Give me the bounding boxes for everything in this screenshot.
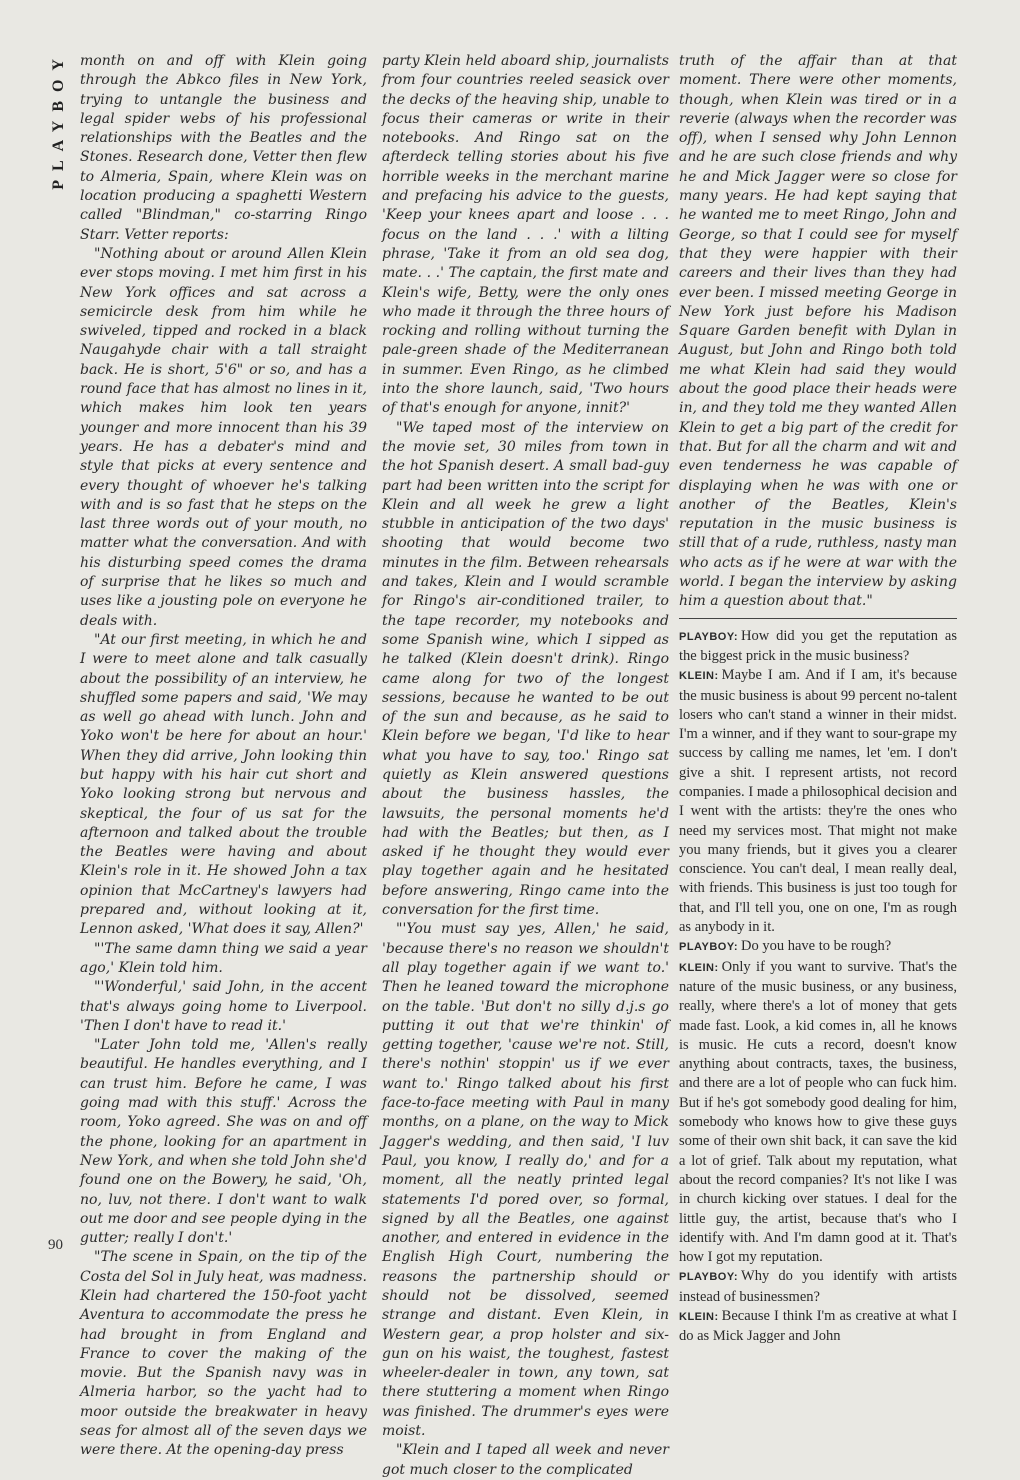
qa-text: Do you have to be rough? xyxy=(741,938,892,955)
paragraph: month on and off with Klein going through the Abkco files in New York, trying to untangle the business and legal spider webs of his professional relationships with the Beatles and the Stones. Research done, Vetter then flew to Almeria, Spain, where Klein was on location producing a spaghetti Western called "Blindman," co-starring Ringo Starr. Vetter reports: xyxy=(80,53,367,243)
speaker-label: KLEIN: xyxy=(679,961,719,974)
section-divider xyxy=(679,618,957,619)
paragraph: party Klein held aboard ship, journalists from four countries reeled seasick over the decks of the heaving ship, unable to focus their cameras or write in their notebooks. And Ringo sat on the afterdeck telling stories about his five horrible weeks in the merchant marine and prefacing his advice to the guests, 'Keep your knees apart and loose . . . focus on the land . . .' with a lilting phrase, 'Take it from an old sea dog, mate. . .' The captain, the first mate and Klein's wife, Betty, were the only ones who made it through the three hours of rocking and rolling without turning the pale-green shade of the Mediterranean in summer. Even Ringo, as he climbed into the shore launch, said, 'Two hours of that's enough for anyone, innit?' xyxy=(382,53,669,417)
paragraph: "'The same damn thing we said a year ago,' Klein told him. xyxy=(80,940,367,976)
paragraph: "At our first meeting, in which he and I were to meet alone and talk casually about the possibility of an interview, he shuffled some papers and said, 'We may as well go ahead with lunch. John and Yoko won't be here for about an hour.' When they did arrive, John looking thin but happy with his hair cut short and Yoko looking strong but nervous and skeptical, the four of us sat for the afternoon and talked about the trouble the Beatles were having and about Klein's role in it. He showed John a tax opinion that McCartney's lawyers had prepared and, without looking at it, Lennon asked, 'What does it say, Allen?' xyxy=(80,631,367,938)
qa-text: Because I think I'm as creative at what I do as Mick Jagger and John xyxy=(679,1308,957,1345)
paragraph: "Later John told me, 'Allen's really beautiful. He handles everything, and I can trust him. Before he came, I was going mad with this stuff.' Across the room, Yoko agreed. She was on and off the phone, looking for an apartment in New York, and when she told John she'd found one on the Bowery, he said, 'Oh, no, luv, not there. I don't want to walk out me door and see people dying in the gutter; really I don't.' xyxy=(80,1037,367,1247)
qa-entry xyxy=(679,1307,957,1347)
paragraph: "We taped most of the interview on the movie set, 30 miles from town in the hot Spanish desert. A small bad-guy part had been written into the script for Klein and all week he grew a light stubble in anticipation of the two days' shooting that would become two minutes in the film. Between rehearsals and takes, Klein and I would scramble for Ringo's air-conditioned trailer, to the tape recorder, my notebooks and some Spanish wine, which I sipped as he talked (Klein doesn't drink). Ringo came along for two of the longest sessions, because he wanted to be out of the sun and because, as he said to Klein before we began, 'I'd like to hear what you have to say, too.' Ringo sat quietly as Klein answered questions about the business hassles, the lawsuits, the personal moments he'd had with the Beatles; but then, as I asked if he thought they would ever play together again and he hesitated before answering, Ringo came into the conversation for the first time. xyxy=(382,419,669,919)
speaker-label: PLAYBOY: xyxy=(679,941,739,954)
paragraph: "'Wonderful,' said John, in the accent that's always going home to Liverpool. 'Then I don't have to read it.' xyxy=(80,979,367,1034)
article-column-2 xyxy=(382,52,669,1478)
qa-entry xyxy=(679,1267,957,1307)
paragraph: "Klein and I taped all week and never got much closer to the complicated xyxy=(382,1442,669,1478)
paragraph: "The scene in Spain, on the tip of the Costa del Sol in July heat, was madness. Klein had chartered the 150-foot yacht Aventura to accommodate the press he had brought in from England and France to cover the making of the movie. But the Spanish navy was in Almeria harbor, so the yacht had to moor outside the breakwater in heavy seas for almost all of the seven days we were there. At the opening-day press xyxy=(80,1249,367,1459)
qa-entry xyxy=(679,958,957,1268)
paragraph: truth of the affair than at that moment. There were other moments, though, when Klein was tired or in a reverie (always when the recorder was off), when I sensed why John Lennon and he are such close friends and why he and Mick Jagger were so close for many years. He had kept saying that he wanted me to meet Ringo, John and George, so that I could see for myself that they were happier with their careers and their lives than they had ever been. I missed meeting George in New York just before his Madison Square Garden benefit with Dylan in August, but John and Ringo both told me what Klein had said they would about the good place their heads were in, and they told me they wanted Allen Klein to get a big part of the credit for that. But for all the charm and wit and even tenderness he was capable of displaying when he was with one or another of the Beatles, Klein's reputation in the music business is still that of a rude, ruthless, nasty man who acts as if he were at war with the world. I began the interview by asking him a question about that." xyxy=(679,53,957,610)
qa-entry xyxy=(679,937,957,957)
interview-qa xyxy=(679,627,957,1347)
qa-text: How did you get the reputation as the biggest prick in the music business? xyxy=(679,627,957,664)
speaker-label: PLAYBOY: xyxy=(679,630,739,643)
qa-entry xyxy=(679,627,957,667)
qa-entry xyxy=(679,666,957,937)
speaker-label: KLEIN: xyxy=(679,670,719,683)
speaker-label: KLEIN: xyxy=(679,1311,719,1323)
paragraph: "'You must say yes, Allen,' he said, 'because there's no reason we shouldn't all play together again if we want to.' Then he leaned toward the microphone on the table. 'But don't no silly d.j.s go putting it out that we're thinkin' of getting together, 'cause we're not. Still, there's nothin' stoppin' us if we ever want to.' Ringo talked about his first face-to-face meeting with Paul in many months, on a plane, on the way to Mick Jagger's wedding, and then said, 'I luv Paul, you know, I really do,' and for a moment, all the neatly printed legal statements I'd pored over, so formal, signed by all the Beatles, one against another, and entered in evidence in the English High Court, numbering the reasons the partnership should or should not be dissolved, seemed strange and distant. Even Klein, in Western gear, a prop holster and six-gun on his waist, the toughest, fastest wheeler-dealer in town, any town, sat there stuttering a moment when Ringo was finished. The drummer's eyes were moist. xyxy=(382,921,669,1440)
qa-text: Maybe I am. And if I am, it's because the music business is about 99 percent no-talent losers who can't stand a winner in their midst. I'm a winner, and if they want to sour-grape my success by calling me names, let 'em. I don't give a shit. I represent artists, not record companies. I made a philosophical decision and I went with the artists: they're the ones who need my services most. That might not make you many friends, but it gives you a clearer conscience. You can't deal, I mean really deal, with friends. This business is just too tough for that, and I'll tell you, one on one, I'm as rough as anybody in it. xyxy=(679,667,957,936)
article-column-3 xyxy=(679,52,957,1345)
page-number: 90 xyxy=(48,1237,63,1253)
qa-text: Only if you want to survive. That's the nature of the music business, or any business, really, where there's a lot of money that gets made fast. Look, a kid comes in, all he knows is music. He cuts a record, doesn't know anything about contracts, taxes, the business, and there are a lot of people who can fuck him. But if he's got somebody good dealing for him, somebody who knows how to give these guys some of their own shit back, it can save the kid a lot of grief. Talk about my reputation, what about the record companies? It's not like I was in church kicking over statues. I deal for the little guy, the artist, because that's who I identify with. And I'm damn good at it. That's how I got my reputation. xyxy=(679,958,957,1266)
paragraph: "Nothing about or around Allen Klein ever stops moving. I met him first in his New York offices and sat across a semicircle desk from him while he swiveled, tipped and rocked in a black Naugahyde chair with a tall straight back. He is short, 5'6" or so, and has a round face that has almost no lines in it, which makes him look ten years younger and more innocent than his 39 years. He has a debater's mind and style that picks at every sentence and every thought of whoever he's talking with and is so fast that he steps on the last three words out of your mouth, no matter what the conversation. And with his disturbing speed comes the drama of surprise that he likes so much and uses like a jousting pole on everyone he deals with. xyxy=(80,245,367,629)
speaker-label: PLAYBOY: xyxy=(679,1271,739,1284)
magazine-title: PLAYBOY xyxy=(50,50,67,190)
qa-text: Why do you identify with artists instead of businessmen? xyxy=(679,1268,957,1305)
article-column-1 xyxy=(80,52,367,1459)
